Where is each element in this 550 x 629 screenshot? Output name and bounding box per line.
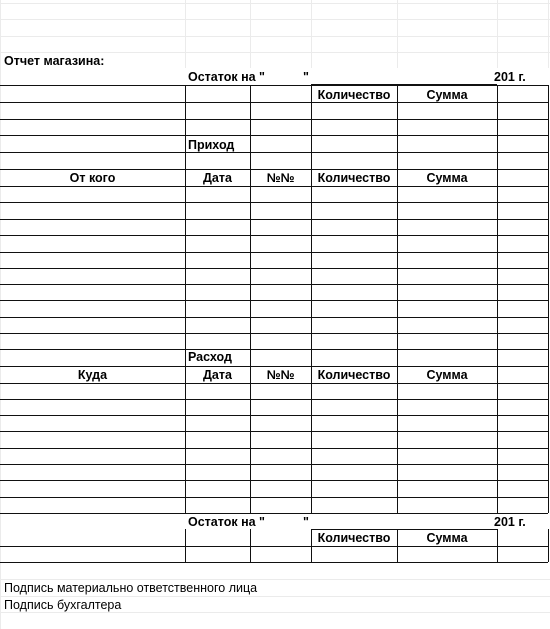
closing-balance-year: 201 г. [494, 515, 526, 529]
table-row-line [0, 497, 548, 498]
table-row-line [0, 135, 548, 136]
table-row-line [0, 284, 548, 285]
table-row-line [0, 300, 548, 301]
table-column-line [185, 529, 186, 562]
grid-line [250, 0, 251, 68]
income-from-header: От кого [69, 171, 116, 185]
table-column-line [185, 85, 186, 513]
closing-sum-header: Сумма [426, 531, 468, 545]
expense-quantity-header: Количество [317, 368, 391, 382]
table-column-line [497, 529, 498, 562]
table-row-line [0, 399, 548, 400]
table-row-line [0, 431, 548, 432]
table-row-line [0, 152, 548, 153]
table-row-line [0, 268, 548, 269]
grid-line [397, 0, 398, 68]
table-row-line [0, 349, 548, 350]
grid-line [311, 0, 312, 68]
signature-responsible-person: Подпись материально ответственного лица [4, 581, 258, 595]
expense-section-label: Расход [188, 350, 232, 364]
table-column-line [250, 85, 251, 513]
table-row-line [0, 513, 548, 514]
table-row-line [0, 415, 548, 416]
table-row-line [0, 317, 548, 318]
opening-balance-label: Остаток на " [188, 70, 265, 84]
opening-quantity-header: Количество [317, 88, 391, 102]
income-section-label: Приход [188, 138, 235, 152]
expense-to-header: Куда [77, 368, 108, 382]
table-row-line [0, 562, 548, 563]
table-column-line [311, 85, 312, 513]
table-row-line [0, 202, 548, 203]
table-row-line [0, 383, 548, 384]
table-column-line [397, 85, 398, 513]
table-row-line [0, 186, 548, 187]
table-row-line [0, 333, 548, 334]
closing-quantity-header: Количество [317, 531, 391, 545]
table-column-line [250, 529, 251, 562]
opening-balance-year: 201 г. [494, 70, 526, 84]
table-column-line [548, 85, 549, 513]
grid-line [0, 0, 1, 629]
grid-line [0, 36, 550, 37]
grid-line [0, 19, 550, 20]
table-row-line [0, 480, 548, 481]
grid-line [497, 0, 498, 68]
table-column-line [497, 85, 498, 513]
expense-date-header: Дата [203, 368, 232, 382]
table-row-line [0, 252, 548, 253]
opening-balance-quote: " [303, 70, 309, 84]
table-row-line [0, 85, 548, 86]
income-date-header: Дата [203, 171, 232, 185]
table-row-line [0, 235, 548, 236]
expense-sum-header: Сумма [426, 368, 468, 382]
table-row-line [0, 219, 548, 220]
signature-accountant: Подпись бухгалтера [4, 598, 122, 612]
closing-balance-quote: " [303, 515, 309, 529]
table-row-line [0, 546, 548, 547]
grid-line [0, 3, 550, 4]
report-title: Отчет магазина: [4, 54, 105, 68]
grid-line [185, 0, 186, 68]
table-row-line [0, 119, 548, 120]
expense-number-header: №№ [266, 368, 295, 382]
table-row-line [0, 448, 548, 449]
table-row-line [0, 464, 548, 465]
closing-balance-label: Остаток на " [188, 515, 265, 529]
grid-line [548, 0, 549, 68]
table-column-line [548, 529, 549, 562]
income-quantity-header: Количество [317, 171, 391, 185]
income-sum-header: Сумма [426, 171, 468, 185]
opening-sum-header: Сумма [426, 88, 468, 102]
balance-date-underline [311, 84, 497, 85]
income-number-header: №№ [266, 171, 295, 185]
